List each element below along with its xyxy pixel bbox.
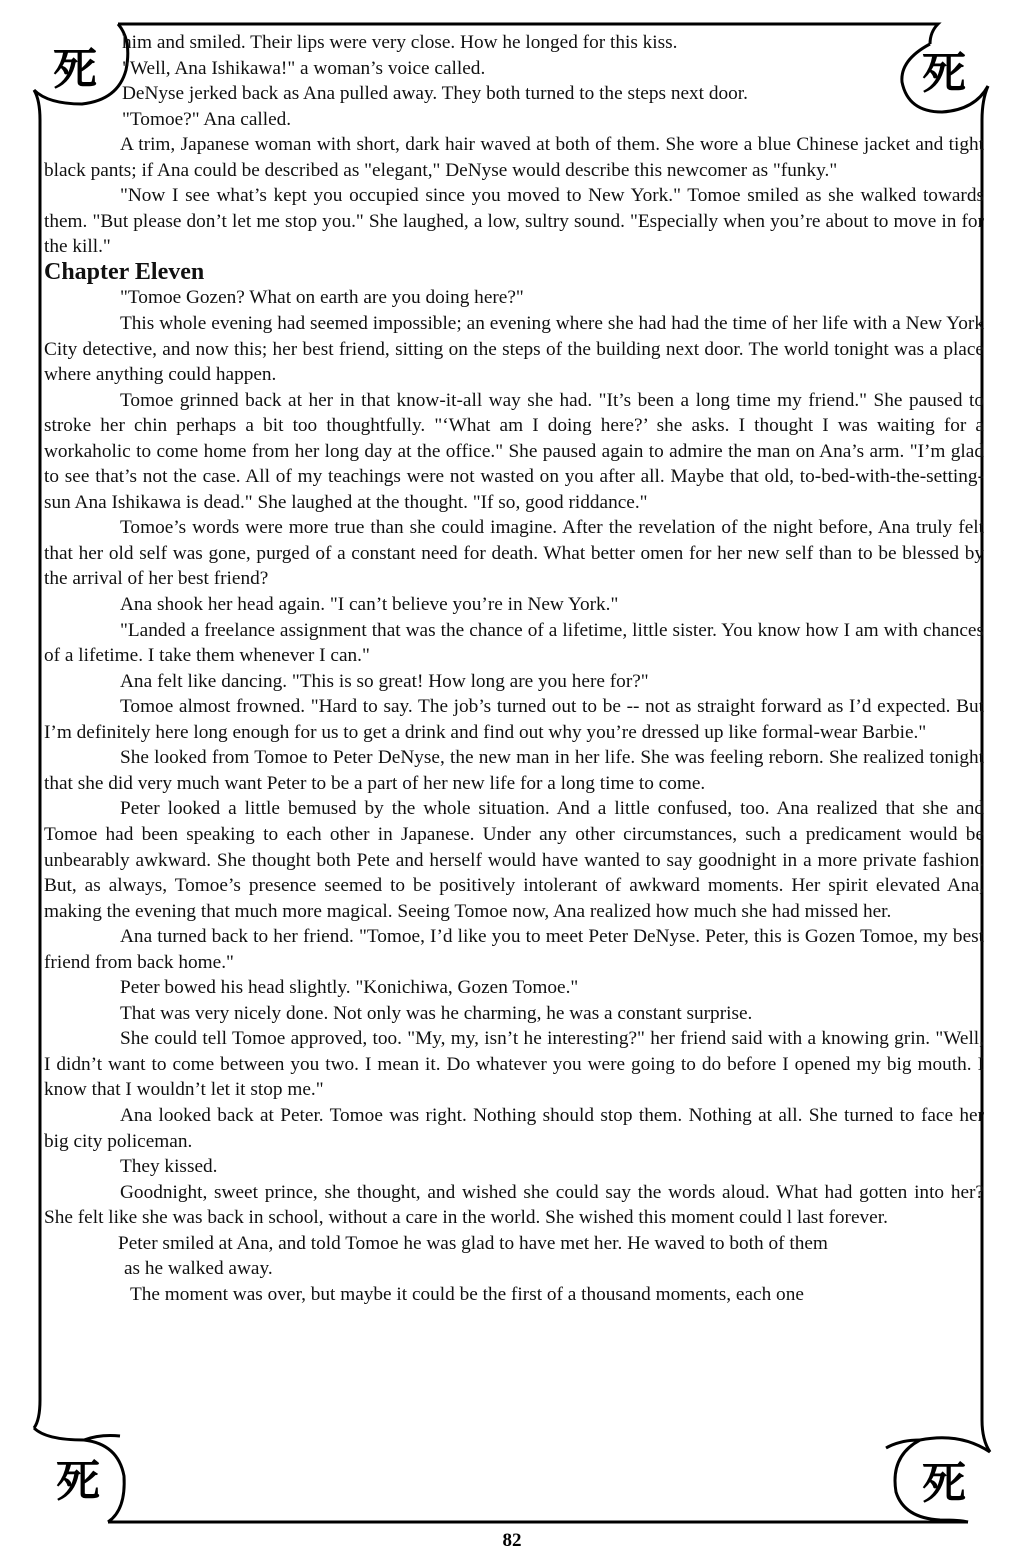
paragraph: Ana turned back to her friend. "Tomoe, I’d like you to meet Peter DeNyse. Peter, this is Gozen Tomoe, my best friend from back home." [44, 926, 984, 973]
text-line: "Tomoe?" Ana called. [122, 108, 292, 130]
page-number: 82 [502, 1530, 522, 1551]
paragraph: They kissed. [120, 1156, 218, 1178]
corner-glyph-bottom-right: 死 [922, 1458, 966, 1509]
chapter-title: Chapter Eleven [44, 258, 205, 285]
text-line: DeNyse jerked back as Ana pulled away. They both turned to the steps next door. [122, 83, 748, 105]
paragraph: "Now I see what’s kept you occupied since you moved to New York." Tomoe smiled as she walked towards them. "But please don’t let me stop you." She laughed, a low, sultry sound. "Especially when you’re about to move in for the kill." [44, 185, 984, 258]
paragraph: A trim, Japanese woman with short, dark hair waved at both of them. She wore a blue Chinese jacket and tight black pants; if Ana could be described as "elegant," DeNyse would describe this newcomer as "funky." [44, 134, 984, 181]
paragraph: "Landed a freelance assignment that was the chance of a lifetime, little sister. You know how I am with chances of a lifetime. I take them whenever I can." [44, 619, 984, 667]
paragraph: Goodnight, sweet prince, she thought, and wished she could say the words aloud. What had gotten into her? She felt like she was back in school, without a care in the world. She wished this moment could l last forever. [44, 1181, 984, 1229]
body-text [44, 30, 984, 1307]
paragraph: Tomoe grinned back at her in that know-it-all way she had. "It’s been a long time my friend." She paused to stroke her chin perhaps a bit too thoughtfully. "‘What am I doing here?’ she asks. I thought I was waiting for a workaholic to come home from her long day at the office." She paused again to admire the man on Ana’s arm. "I’m glad to see that’s not the case. All of my teachings were not wasted on you after all. Maybe that old, to-bed-with-the-setting-sun Ana Ishikawa is dead." She laughed at the thought. "If so, good riddance." [44, 389, 984, 513]
corner-glyph-bottom-left: 死 [56, 1456, 100, 1507]
paragraph: Ana shook her head again. "I can’t believe you’re in New York." [120, 594, 619, 616]
paragraph: Tomoe almost frowned. "Hard to say. The job’s turned out to be -- not as straight forward as I’d expected. But I’m definitely here long enough for us to get a drink and find out why you’re dressed up like formal-wear Barbie." [44, 696, 984, 743]
corner-glyph-top-right: 死 [922, 48, 966, 99]
paragraph: This whole evening had seemed impossible; an evening where she had had the time of her life with a New York City detective, and now this; her best friend, sitting on the steps of the building next door. The world tonight was a place where anything could happen. [44, 313, 984, 386]
text-line: him and smiled. Their lips were very close. How he longed for this kiss. [122, 32, 678, 53]
paragraph: Peter looked a little bemused by the whole situation. And a little confused, too. Ana realized that she and Tomoe had been speaking to each other in Japanese. Under any other circumstances, such a predicament would be unbearably awkward. She thought both Pete and herself would have wanted to say goodnight in a more private fashion. But, as always, Tomoe’s presence seemed to be positively intolerant of awkward moments. Her spirit elevated Ana, making the evening that much more magical. Seeing Tomoe now, Ana realized how much she had missed her. [44, 798, 984, 922]
paragraph: Ana felt like dancing. "This is so great! How long are you here for?" [120, 670, 649, 692]
corner-glyph-top-left: 死 [53, 44, 97, 95]
paragraph: "Tomoe Gozen? What on earth are you doing here?" [120, 287, 524, 309]
text-line: Peter smiled at Ana, and told Tomoe he was glad to have met her. He waved to both of them [118, 1232, 828, 1254]
text-line: The moment was over, but maybe it could be the first of a thousand moments, each one [130, 1283, 804, 1305]
paragraph: Ana looked back at Peter. Tomoe was right. Nothing should stop them. Nothing at all. She turned to face her big city policeman. [44, 1104, 984, 1152]
paragraph: That was very nicely done. Not only was he charming, he was a constant surprise. [120, 1002, 753, 1024]
text-line: "Well, Ana Ishikawa!" a woman’s voice called. [122, 57, 486, 79]
paragraph: Tomoe’s words were more true than she could imagine. After the revelation of the night before, Ana truly felt that her old self was gone, purged of a constant need for death. What better omen for her new self than to be blessed by the arrival of her best friend? [44, 517, 984, 590]
text-line: as he walked away. [124, 1258, 273, 1280]
paragraph: She could tell Tomoe approved, too. "My, my, isn’t he interesting?" her friend said with a knowing grin. "Well, I didn’t want to come between you two. I mean it. Do whatever you were going to do before I opened my big mouth. I know that I wouldn’t let it stop me." [44, 1028, 984, 1101]
paragraph: She looked from Tomoe to Peter DeNyse, the new man in her life. She was feeling reborn. She realized tonight that she did very much want Peter to be a part of her new life for a long time to come. [44, 747, 984, 794]
paragraph: Peter bowed his head slightly. "Konichiwa, Gozen Tomoe." [120, 977, 579, 999]
